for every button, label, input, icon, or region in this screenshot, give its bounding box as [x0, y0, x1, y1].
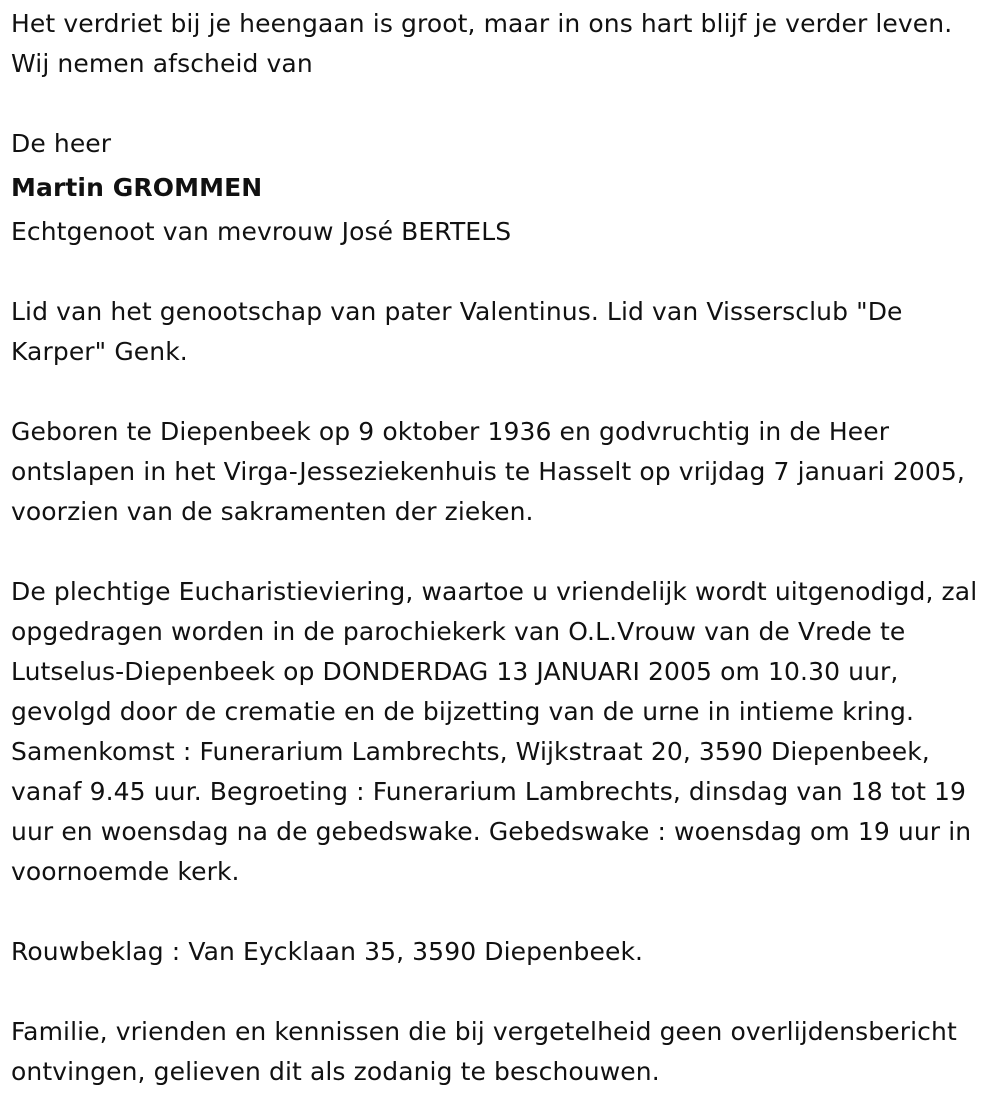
condolences-address: Rouwbeklag : Van Eycklaan 35, 3590 Diepenbeek. — [11, 937, 644, 966]
spouse-line: Echtgenoot van mevrouw José BERTELS — [11, 217, 512, 246]
birth-death-paragraph: Geboren te Diepenbeek op 9 oktober 1936 en godvruchtig in de Heer ontslapen in het Virga-Jesseziekenhuis te Hasselt op vrijdag 7 januari 2005, voorzien van de sakramenten der zieken. — [11, 417, 965, 526]
salutation: De heer — [11, 129, 112, 158]
deceased-name: Martin GROMMEN — [11, 173, 263, 202]
intro-paragraph: Het verdriet bij je heengaan is groot, maar in ons hart blijf je verder leven. Wij nemen afscheid van — [11, 9, 953, 78]
closing-paragraph: Familie, vrienden en kennissen die bij vergetelheid geen overlijdensbericht ontvingen, gelieven dit als zodanig te beschouwen. — [11, 1017, 957, 1086]
memberships-paragraph: Lid van het genootschap van pater Valentinus. Lid van Vissersclub "De Karper" Genk. — [11, 297, 903, 366]
service-paragraph: De plechtige Eucharistieviering, waartoe u vriendelijk wordt uitgenodigd, zal opgedragen worden in de parochiekerk van O.L.Vrouw van de Vrede te Lutselus-Diepenbeek op DONDERDAG 13 JANUARI 2005 om 10.30 uur, gevolgd door de crematie en de bijzetting van de urne in intieme kring. Samenkomst : Funerarium Lambrechts, Wijkstraat 20, 3590 Diepenbeek, vanaf 9.45 uur. Begroeting : Funerarium Lambrechts, dinsdag van 18 tot 19 uur en woensdag na de gebedswake. Gebedswake : woensdag om 19 uur in voornoemde kerk. — [11, 577, 978, 886]
